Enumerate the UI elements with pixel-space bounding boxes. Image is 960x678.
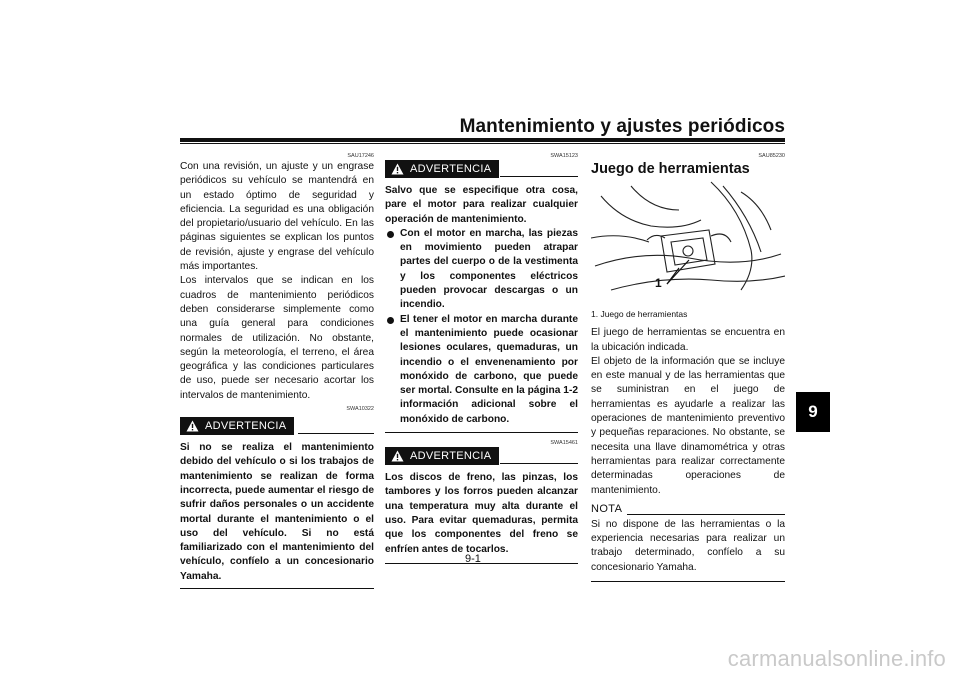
figure-caption: 1. Juego de herramientas — [591, 309, 688, 320]
warning2-text: Los discos de freno, las pinzas, los tambores y los forros pueden alcanzar una temperatura muy alta durante el uso. Para evitar quemaduras, permita que los componentes del freno se enfríen antes de tocarlos. — [385, 472, 578, 555]
nota-header — [591, 502, 785, 518]
page-number: 9-1 — [465, 553, 481, 565]
warning1-label: ADVERTENCIA — [410, 162, 492, 175]
section-heading: Juego de herramientas — [591, 161, 750, 177]
warning1-badge — [385, 160, 499, 178]
location-paragraph: El juego de herramientas se encuentra en la ubicación indicada. — [591, 327, 785, 353]
warning-triangle-icon — [391, 450, 404, 462]
warning-label: ADVERTENCIA — [205, 419, 287, 432]
warning1-bullet: El tener el motor en marcha durante el mantenimiento puede ocasionar lesiones oculares, quemaduras, un incendio o el envenenamiento por monóxido de carbono, que puede ser mortal. Consulte en la página 1-2 información adicional sobre el monóxido de carbono. — [385, 313, 578, 427]
warning1-header — [385, 160, 578, 180]
intro-paragraph: Con una revisión, un ajuste y un engrase periódicos su vehículo se mantendrá en un estado óptimo de seguridad y eficiencia. La seguridad es una obligación del propietario/usuario del vehículo. En las páginas siguientes se explican los puntos de revisión, ajuste y engrase del vehículo más importantes. — [180, 161, 374, 273]
scooter-line-drawing — [591, 180, 785, 302]
title-rule — [180, 138, 785, 142]
section-code: SAU85230 — [758, 153, 785, 159]
section-code: SAU17246 — [347, 153, 374, 159]
purpose-paragraph: El objeto de la información que se incluye en este manual y de las herramientas que se suministran en el juego de herramientas es ayudarle a realizar las operaciones de mantenimiento preventivo y pequeñas reparaciones. No obstante, se necesita una llave dinamométrica y otras herramientas para realizar correctamente determinadas operaciones de mantenimiento. — [591, 355, 785, 496]
nota-end-rule — [591, 581, 785, 582]
nota-text: Si no dispone de las herramientas o la experiencia necesarias para realizar un trabajo determinado, confíelo a su concesionario Yamaha. — [591, 518, 785, 573]
warning-text: Si no se realiza el mantenimiento debido del vehículo o si los trabajos de mantenimiento se realizan de forma incorrecta, puede aumentar el riesgo de sufrir daños personales o un accidente mortal durante el mantenimiento o el uso del vehículo. Si no está familiarizado con el mantenimiento del vehículo, confíelo a un concesionario Yamaha. — [180, 442, 374, 582]
middle-column — [385, 152, 578, 564]
warning2-header — [385, 447, 578, 467]
warning-header — [180, 417, 374, 437]
warning-end-rule — [180, 588, 374, 589]
warning2-label: ADVERTENCIA — [410, 449, 492, 462]
warning-triangle-icon — [186, 420, 199, 432]
callout-number: 1 — [655, 276, 662, 291]
warning1-end-rule — [385, 432, 578, 433]
right-column — [591, 152, 785, 582]
warning1-intro: Salvo que se especifique otra cosa, pare el motor para realizar cualquier operación de mantenimiento. — [385, 185, 578, 225]
warning-code: SWA10322 — [346, 406, 374, 413]
nota-line — [627, 514, 785, 515]
warning1-code: SWA15123 — [550, 153, 578, 159]
warning1-line — [500, 176, 578, 177]
warning2-badge — [385, 447, 499, 465]
toolkit-illustration — [591, 180, 785, 302]
chapter-tab[interactable]: 9 — [796, 392, 830, 432]
warning2-code: SWA15461 — [550, 440, 578, 447]
warning-triangle-icon — [391, 163, 404, 175]
warning1-bullet: Con el motor en marcha, las piezas en movimiento pueden atrapar partes del cuerpo o de la vestimenta y los componentes eléctricos pueden provocar descargas o un incendio. — [385, 227, 578, 313]
warning2-line — [500, 463, 578, 464]
nota-label: NOTA — [591, 502, 623, 515]
left-column — [180, 152, 374, 589]
warning-badge — [180, 417, 294, 435]
title-rule-thin — [180, 143, 785, 144]
page-title: Mantenimiento y ajustes periódicos — [459, 116, 785, 137]
watermark: carmanualsonline.info — [727, 646, 946, 671]
intervals-paragraph: Los intervalos que se indican en los cuadros de mantenimiento periódicos deben considerarse simplemente como una guía general para condiciones normales de utilización. No obstante, según la meteorología, el terreno, el área geográfica y las condiciones particulares de uso, puede ser necesario acortar los intervalos de mantenimiento. — [180, 275, 374, 401]
warning2-end-rule — [385, 563, 578, 564]
warning-line — [298, 433, 374, 434]
